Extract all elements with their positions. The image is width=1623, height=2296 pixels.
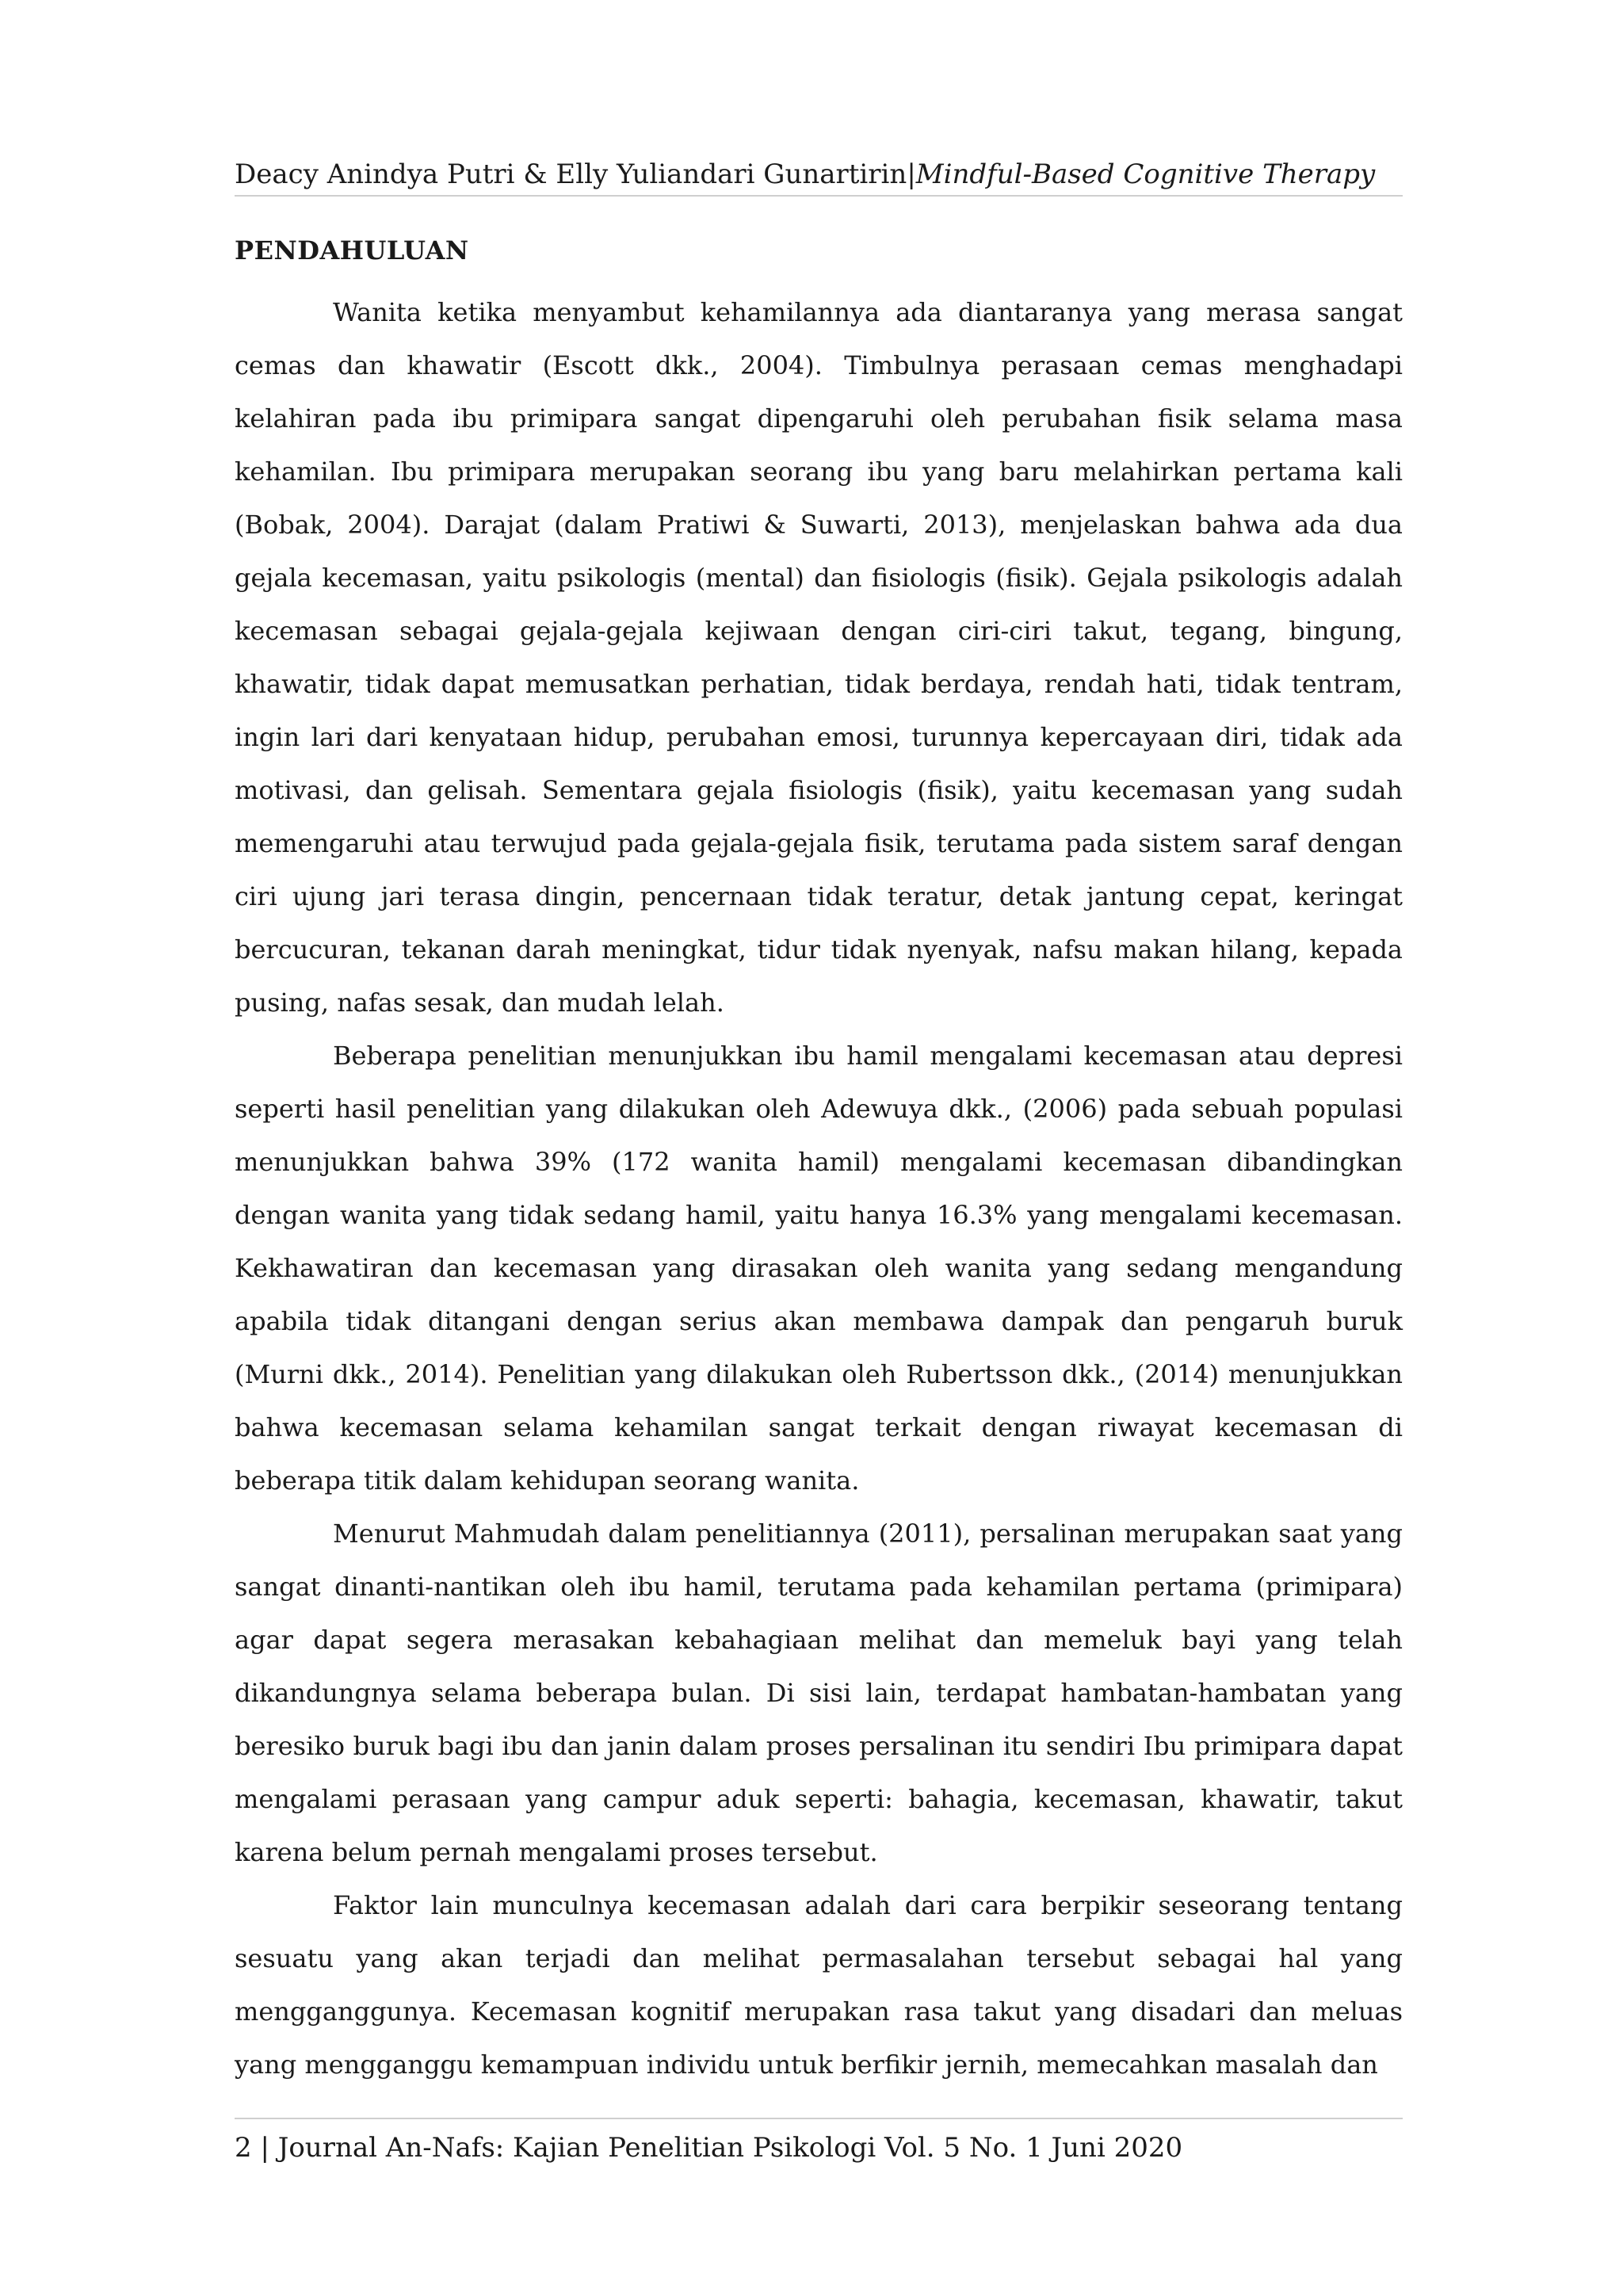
body-text [235, 286, 1403, 2092]
running-footer: 2 | Journal An-Nafs: Kajian Penelitian Psikologi Vol. 5 No. 1 Juni 2020 [235, 2132, 1183, 2164]
header-rule [235, 195, 1403, 197]
paragraph-3: Menurut Mahmudah dalam penelitiannya (2011), persalinan merupakan saat yang sangat dinanti-nantikan oleh ibu hamil, terutama pada kehamilan pertama (primipara) agar dapat segera merasakan kebahagiaan melihat dan memeluk bayi yang telah dikandungnya selama beberapa bulan. Di sisi lain, terdapat hambatan-hambatan yang beresiko buruk bagi ibu dan janin dalam proses persalinan itu sendiri Ibu primipara dapat mengalami perasaan yang campur aduk seperti: bahagia, kecemasan, khawatir, takut karena belum pernah mengalami proses tersebut. [235, 1519, 1403, 1867]
header-authors: Deacy Anindya Putri & Elly Yuliandari Gunartirin| [235, 159, 916, 190]
header-title: Mindful-Based Cognitive Therapy [915, 159, 1376, 190]
footer-rule [235, 2118, 1403, 2119]
paragraph-1: Wanita ketika menyambut kehamilannya ada diantaranya yang merasa sangat cemas dan khawatir (Escott dkk., 2004). Timbulnya perasaan cemas menghadapi kelahiran pada ibu primipara sangat dipengaruhi oleh perubahan fisik selama masa kehamilan. Ibu primipara merupakan seorang ibu yang baru melahirkan pertama kali (Bobak, 2004). Darajat (dalam Pratiwi & Suwarti, 2013), menjelaskan bahwa ada dua gejala kecemasan, yaitu psikologis (mental) dan fisiologis (fisik). Gejala psikologis adalah kecemasan sebagai gejala-gejala kejiwaan dengan ciri-ciri takut, tegang, bingung, khawatir, tidak dapat memusatkan perhatian, tidak berdaya, rendah hati, tidak tentram, ingin lari dari kenyataan hidup, perubahan emosi, turunnya kepercayaan diri, tidak ada motivasi, dan gelisah. Sementara gejala fisiologis (fisik), yaitu kecemasan yang sudah memengaruhi atau terwujud pada gejala-gejala fisik, terutama pada sistem saraf dengan ciri ujung jari terasa dingin, pencernaan tidak teratur, detak jantung cepat, keringat bercucuran, tekanan darah meningkat, tidur tidak nyenyak, nafsu makan hilang, kepada pusing, nafas sesak, dan mudah lelah. [235, 297, 1403, 1018]
paragraph-2: Beberapa penelitian menunjukkan ibu hamil mengalami kecemasan atau depresi seperti hasil penelitian yang dilakukan oleh Adewuya dkk., (2006) pada sebuah populasi menunjukkan bahwa 39% (172 wanita hamil) mengalami kecemasan dibandingkan dengan wanita yang tidak sedang hamil, yaitu hanya 16.3% yang mengalami kecemasan. Kekhawatiran dan kecemasan yang dirasakan oleh wanita yang sedang mengandung apabila tidak ditangani dengan serius akan membawa dampak dan pengaruh buruk (Murni dkk., 2014). Penelitian yang dilakukan oleh Rubertsson dkk., (2014) menunjukkan bahwa kecemasan selama kehamilan sangat terkait dengan riwayat kecemasan di beberapa titik dalam kehidupan seorang wanita. [235, 1041, 1403, 1496]
paragraph-4: Faktor lain munculnya kecemasan adalah dari cara berpikir seseorang tentang sesuatu yang akan terjadi dan melihat permasalahan tersebut sebagai hal yang mengganggunya. Kecemasan kognitif merupakan rasa takut yang disadari dan meluas yang mengganggu kemampuan individu untuk berfikir jernih, memecahkan masalah dan [235, 1890, 1403, 2080]
section-heading: PENDAHULUAN [235, 235, 469, 266]
running-header [235, 155, 1403, 193]
